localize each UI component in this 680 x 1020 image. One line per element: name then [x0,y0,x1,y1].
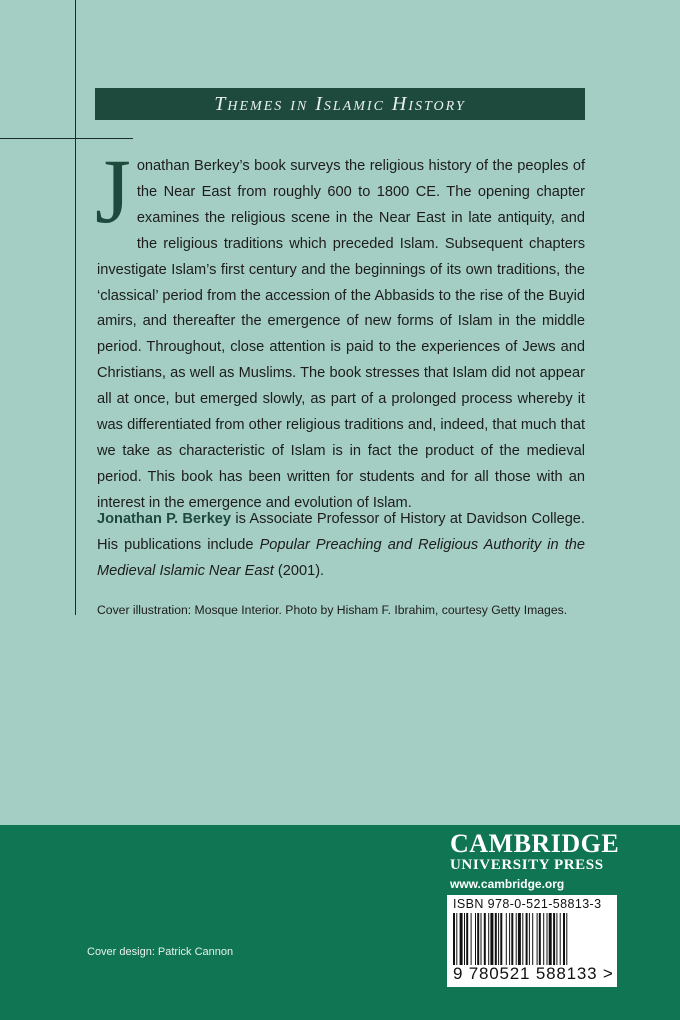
drop-cap: J [95,140,131,242]
barcode-bar [553,913,555,965]
barcode-bar [488,913,489,965]
barcode-bar [547,913,548,965]
author-bio [97,507,585,585]
bio-book-title: Popular Preaching and Religious Authority in the Medieval Islamic Near East [97,536,586,579]
barcode-bar [539,913,541,965]
bio-text-2: (2001). [273,562,325,579]
barcode-bar [537,913,538,965]
barcode-bar [495,913,497,965]
barcode-bar [481,913,482,965]
author-name: Jonathan P. Berkey [97,511,232,527]
barcode-bar [532,913,533,965]
barcode-digits: 9 780521 588133 > [453,964,614,983]
publisher-name: CAMBRIDGE [450,829,620,858]
barcode-bar [549,913,552,965]
cover-design-credit: Cover design: Patrick Cannon [87,946,234,958]
barcode-panel [447,895,617,987]
barcode-bar [490,913,493,965]
barcode-bar [556,913,557,965]
barcode-icon [453,913,611,965]
barcode-bar [464,913,465,965]
cover-illustration-credit: Cover illustration: Mosque Interior. Photo by Hisham F. Ibrahim, courtesy Getty Images. [97,603,568,617]
book-description [95,140,585,517]
barcode-bar [484,913,486,965]
barcode-bar [526,913,528,965]
series-title-band [95,88,585,120]
vertical-rule [75,0,76,615]
barcode-bar [560,913,561,965]
barcode-bar [466,913,468,965]
barcode-bar [516,913,517,965]
barcode-bar [506,913,507,965]
barcode-bar [471,913,472,965]
barcode-bar [477,913,479,965]
publisher-subtitle: UNIVERSITY PRESS [450,857,604,873]
bio-text-1: is Associate Professor of History at Davidson College. His publications include [97,511,585,553]
barcode-bar [475,913,476,965]
horizontal-rule [0,138,133,139]
isbn-label: ISBN 978-0-521-58813-3 [453,897,602,911]
series-title: Themes in Islamic History [214,92,466,115]
barcode-bar [511,913,513,965]
barcode-bar [566,913,567,965]
barcode-bar [563,913,565,965]
barcode-bar [498,913,499,965]
barcode-bar [509,913,510,965]
barcode-bar [522,913,523,965]
barcode-bar [453,913,455,965]
barcode-bar [529,913,530,965]
barcode-bar [500,913,502,965]
barcode-bar [456,913,457,965]
description-text: onathan Berkey’s book surveys the religious history of the peoples of the Near East from roughly 600 to 1800 CE. The opening chapter examines the religious scene in the Near East in late antiquity, and the religious traditions which preceded Islam. Subsequent chapters investigate Islam’s first century and the beginnings of its own traditions, the ‘classical’ period from the accession of the Abbasids to the rise of the Buyid amirs, and thereafter the emergence of new forms of Islam in the middle period. Throughout, close attention is paid to the experiences of Jews and Christians, as well as Muslims. The book stresses that Islam did not appear all at once, but emerged slowly, as part of a prolonged process whereby it was differentiated from other religious traditions and, indeed, that much that we take as characteristic of Islam is in fact the product of the medieval period. This book has been written for students and for all those with an interest in the emergence and evolution of Islam. [97,158,585,511]
barcode-bar [460,913,463,965]
barcode-bar [518,913,521,965]
barcode-bar [543,913,544,965]
publisher-url: www.cambridge.org [450,877,565,891]
